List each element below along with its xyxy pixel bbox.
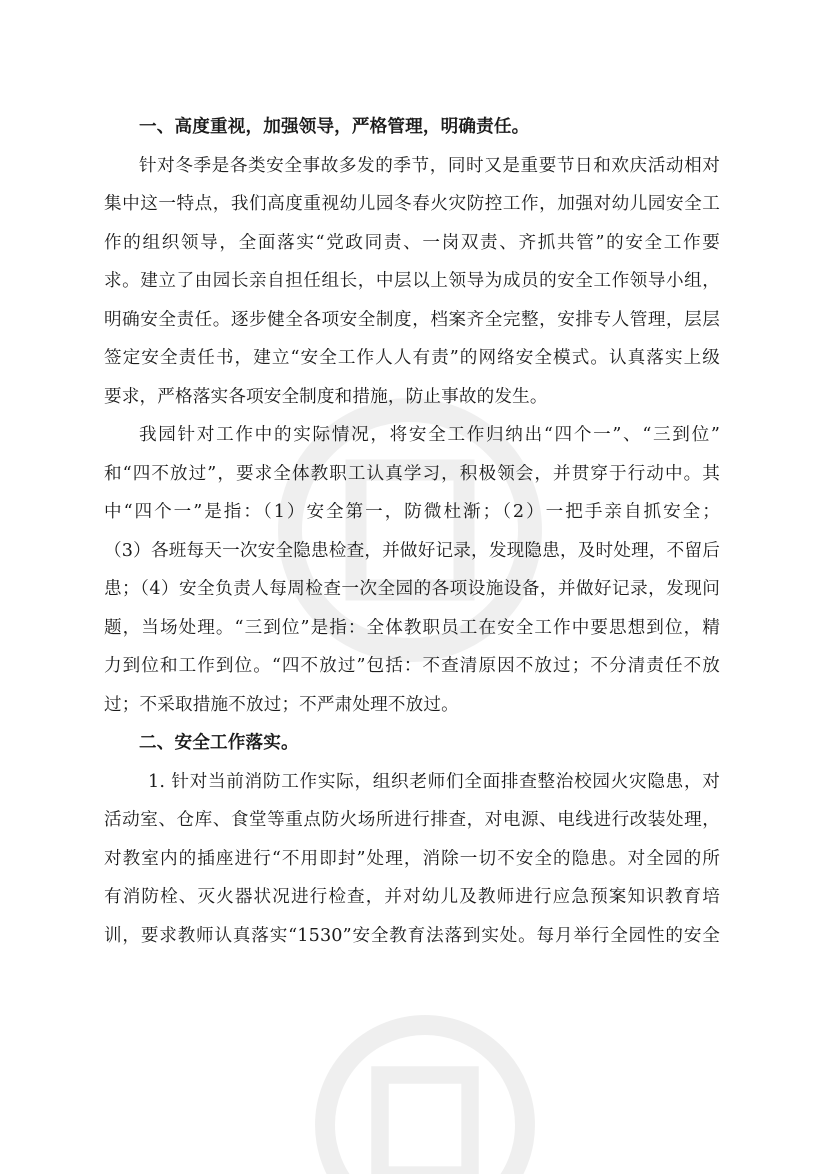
text-line: 对教室内的插座进行“不用即封”处理，消除一切不安全的隐患。对全园的所 bbox=[104, 848, 720, 869]
text-line: 题，当场处理。“三到位”是指：全体教职员工在安全工作中要思想到位，精 bbox=[104, 617, 720, 638]
paragraph-3 bbox=[104, 763, 720, 956]
watermark-logo-icon bbox=[300, 1000, 550, 1174]
text-line: 训，要求教师认真落实“1530”安全教育法落到实处。每月举行全园性的安全 bbox=[104, 925, 720, 946]
text-line: 我园针对工作中的实际情况，将安全工作归纳出“四个一”、“三到位” bbox=[139, 425, 720, 445]
text-line: 作的组织领导，全面落实“党政同责、一岗双责、齐抓共管”的安全工作要 bbox=[104, 232, 720, 253]
text-line: 针对冬季是各类安全事故多发的季节，同时又是重要节日和欢庆活动相对 bbox=[139, 155, 720, 176]
text-line: 患；（4）安全负责人每周检查一次全园的各项设施设备，并做好记录，发现问 bbox=[104, 579, 720, 599]
text-line: 力到位和工作到位。“四不放过”包括：不查清原因不放过；不分清责任不放 bbox=[104, 656, 720, 676]
text-line: 明确安全责任。逐步健全各项安全制度，档案齐全完整，安排专人管理，层层 bbox=[104, 309, 720, 330]
text-line: 和“四不放过”，要求全体教职工认真学习，积极领会，并贯穿于行动中。其 bbox=[104, 463, 720, 484]
paragraph-1 bbox=[104, 147, 720, 417]
text-line: 活动室、仓库、食堂等重点防火场所进行排查，对电源、电线进行改装处理， bbox=[104, 810, 720, 830]
text-line: 要求，严格落实各项安全制度和措施，防止事故的发生。 bbox=[104, 386, 548, 407]
text-line: 中“四个一”是指：（1）安全第一，防微杜渐；（2）一把手亲自抓安全； bbox=[104, 502, 720, 522]
text-line: （3）各班每天一次安全隐患检查，并做好记录，发现隐患，及时处理，不留后 bbox=[104, 540, 720, 561]
text-line: 有消防栓、灭火器状况进行检查，并对幼儿及教师进行应急预案知识教育培 bbox=[104, 887, 720, 907]
text-line: 签定安全责任书，建立“安全工作人人有责”的网络安全模式。认真落实上级 bbox=[104, 348, 720, 368]
text-line: 集中这一特点，我们高度重视幼儿园冬春火灾防控工作，加强对幼儿园安全工 bbox=[104, 194, 720, 214]
paragraph-2 bbox=[104, 416, 720, 724]
section-heading-1: 一、高度重视，加强领导，严格管理，明确责任。 bbox=[139, 116, 530, 137]
text-line: 1. 针对当前消防工作实际，组织老师们全面排查整治校园火灾隐患，对 bbox=[148, 771, 720, 792]
text-line: 过；不采取措施不放过；不严肃处理不放过。 bbox=[104, 694, 459, 715]
section-heading-2: 二、安全工作落实。 bbox=[139, 732, 299, 753]
document-body bbox=[104, 108, 720, 955]
text-line: 求。建立了由园长亲自担任组长，中层以上领导为成员的安全工作领导小组， bbox=[104, 271, 720, 291]
